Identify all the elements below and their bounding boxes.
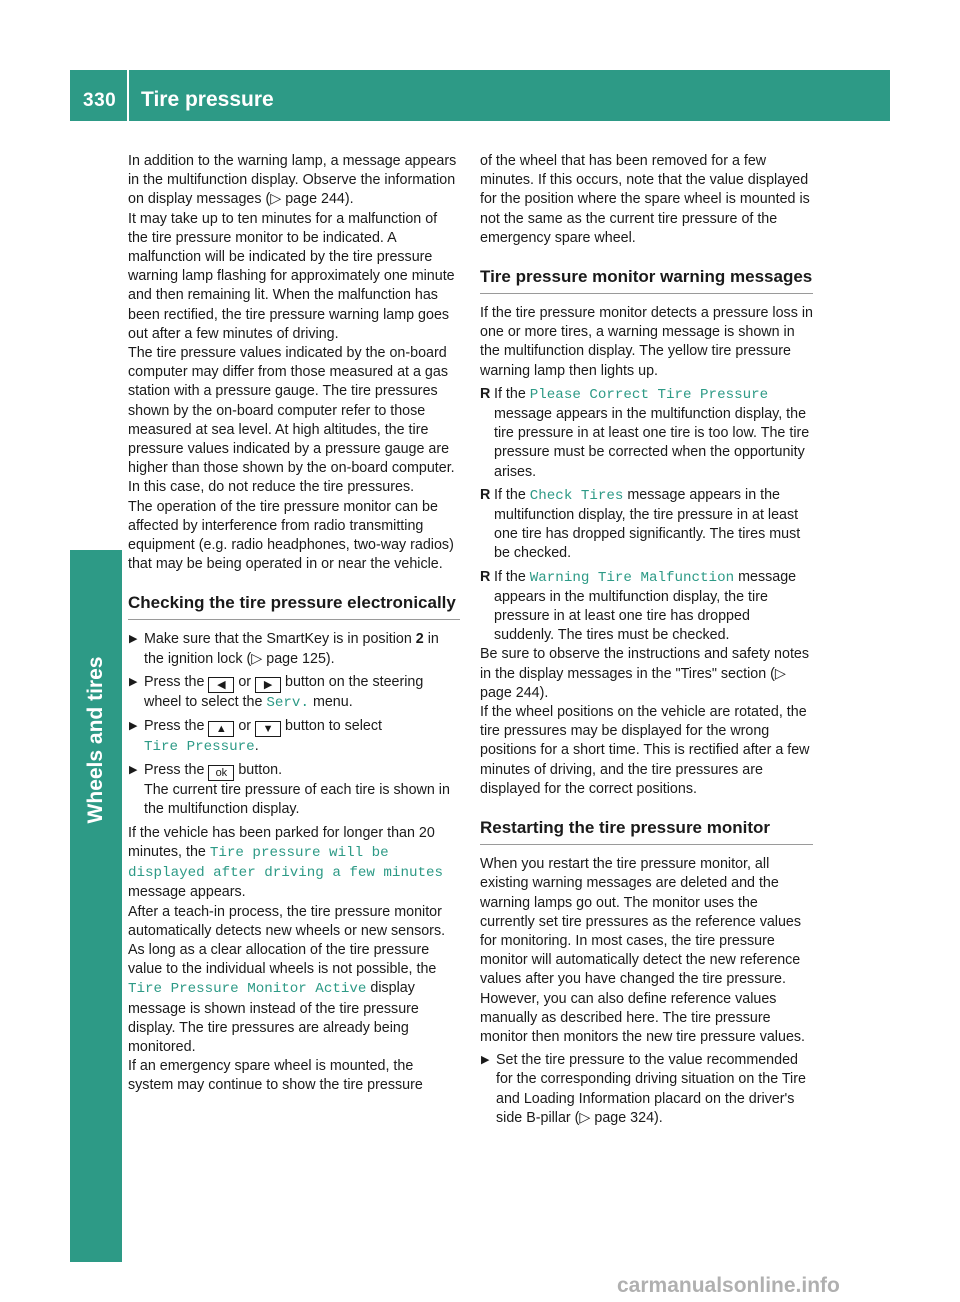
page-title: Tire pressure [141,88,274,111]
bullet-icon: R [480,568,491,585]
section-heading: Restarting the tire pressure monitor [480,817,813,845]
step-result: The current tire pressure of each tire is shown in the multifunction display. [144,782,450,818]
right-column [480,152,813,1128]
step-arrow-icon: ▶ [129,764,138,777]
page-ref-icon: ▷ [251,650,263,667]
page-ref-link[interactable]: page 244). [285,191,354,208]
paragraph: of the wheel that has been removed for a few minutes. If this occurs, note that the value displayed for the position where the spare wheel is mounted is not the same as the current tire pressure of the emergency spare wheel. [480,153,810,246]
page-ref-link[interactable]: page 244). [480,684,549,701]
display-message: Please Correct Tire Pressure [529,386,769,403]
watermark: carmanualsonline.info [617,1274,840,1297]
paragraph: In addition to the warning lamp, a message appears in the multifunction display. Observe the information on display messages (▷ page 244). [128,153,457,208]
page-ref-icon: ▷ [579,1109,591,1126]
paragraph: If an emergency spare wheel is mounted, the system may continue to show the tire pressure [128,1058,423,1094]
paragraph: When you restart the tire pressure monitor, all existing warning messages are deleted and the warning lamps go out. The monitor uses the currently set tire pressures as the reference values for monitoring. In most cases, the tire pressure monitor will automatically detect the new reference values after you have changed the tire pressure. However, you can also define reference values manually as described here. The tire pressure monitor then monitors the new tire pressure values. [480,856,806,1045]
page-number: 330 [83,90,117,111]
step-arrow-icon: ▶ [129,675,138,688]
side-tab-label: Wheels and tires [84,656,107,824]
menu-name: Serv. [266,694,309,711]
instruction-step: ▶ Press the ◀ or ▶ button on the steering wheel to select the Serv. menu. [129,673,424,711]
ok-button-icon: ok [208,765,234,781]
instruction-step: ▶ Make sure that the SmartKey is in position 2 in the ignition lock (▷ page 125). [129,631,439,667]
paragraph: It may take up to ten minutes for a malfunction of the tire pressure monitor to be indicated. A malfunction will be indicated by the tire pressure warning lamp flashing for approximately one minute and then remaining lit. When the malfunction has been rectified, the tire pressure warning lamp goes out after a few minutes of driving. [128,210,455,342]
instruction-step: ▶ Set the tire pressure to the value recommended for the corresponding driving situation on the Tire and Loading Information placard on the driver's side B-pillar (▷ page 324). [481,1052,806,1126]
left-button-icon: ◀ [208,677,234,693]
display-message: Tire Pressure Monitor Active [128,981,367,998]
paragraph: Be sure to observe the instructions and safety notes in the display messages in the "Tires" section (▷ page 244). [480,646,810,701]
display-message: Tire pressure will be displayed after driving a few minutes [128,844,444,882]
bullet-icon: R [480,385,491,402]
up-button-icon: ▲ [208,721,234,737]
down-button-icon: ▼ [255,721,281,737]
header-divider [127,70,129,121]
paragraph: If the tire pressure monitor detects a pressure loss in one or more tires, a warning message is shown in the multifunction display. The yellow tire pressure warning lamp then lights up. [480,305,813,379]
page-ref-link[interactable]: page 324). [594,1109,663,1126]
step-arrow-icon: ▶ [481,1054,490,1067]
bullet-item: R If the Please Correct Tire Pressure message appears in the multifunction display, the tire pressure in at least one tire is too low. The tire pressure must be corrected when the opportunity arises. [480,385,810,480]
display-message: Check Tires [529,487,624,504]
paragraph: After a teach-in process, the tire pressure monitor automatically detects new wheels or new sensors. As long as a clear allocation of the tire pressure value to the individual wheels is not possible, the Tire Pressure Monitor Active display message is shown instead of the tire pressure display. The tire pressures are already being monitored. [128,903,446,1055]
bullet-item: R If the Check Tires message appears in the multifunction display, the tire pressure in at least one tire has dropped significantly. The tires must be checked. [480,486,801,562]
step-arrow-icon: ▶ [129,720,138,733]
page-ref-link[interactable]: page 125). [266,650,335,667]
display-message: Warning Tire Malfunction [529,569,735,586]
page-ref-icon: ▷ [774,665,786,682]
paragraph: The operation of the tire pressure monitor can be affected by interference from radio transmitting equipment (e.g. radio headphones, two-way radios) that may be being operated in or near the vehicle. [128,498,454,573]
section-heading: Checking the tire pressure electronically [128,592,460,620]
bullet-item: R If the Warning Tire Malfunction message appears in the multifunction display, the tire pressure in at least one tire has dropped suddenly. The tires must be checked. [480,568,797,644]
paragraph: If the vehicle has been parked for longer than 20 minutes, the Tire pressure will be displayed after driving a few minutes message appears. [128,824,444,901]
step-arrow-icon: ▶ [129,633,138,646]
right-button-icon: ▶ [255,677,281,693]
left-column [128,152,460,1096]
instruction-step: ▶ Press the ok button. The current tire pressure of each tire is shown in the multifunction display. [129,762,450,818]
bullet-icon: R [480,486,491,503]
menu-item-name: Tire Pressure [144,739,255,756]
page-ref-icon: ▷ [270,191,282,208]
instruction-step: ▶ Press the ▲ or ▼ button to select Tire Pressure. [129,718,382,756]
paragraph: If the wheel positions on the vehicle are rotated, the tire pressures may be displayed for the wrong positions for a short time. This is rectified after a few minutes of driving, and the tire pressures are displayed for the correct positions. [480,704,810,797]
section-heading: Tire pressure monitor warning messages [480,266,813,294]
paragraph: The tire pressure values indicated by the on-board computer may differ from those measured at a gas station with a pressure gauge. The tire pressures shown by the on-board computer refer to those measured at sea level. At high altitudes, the tire pressure values indicated by a pressure gauge are higher than those shown by the on-board computer. In this case, do not reduce the tire pressures. [128,345,455,496]
